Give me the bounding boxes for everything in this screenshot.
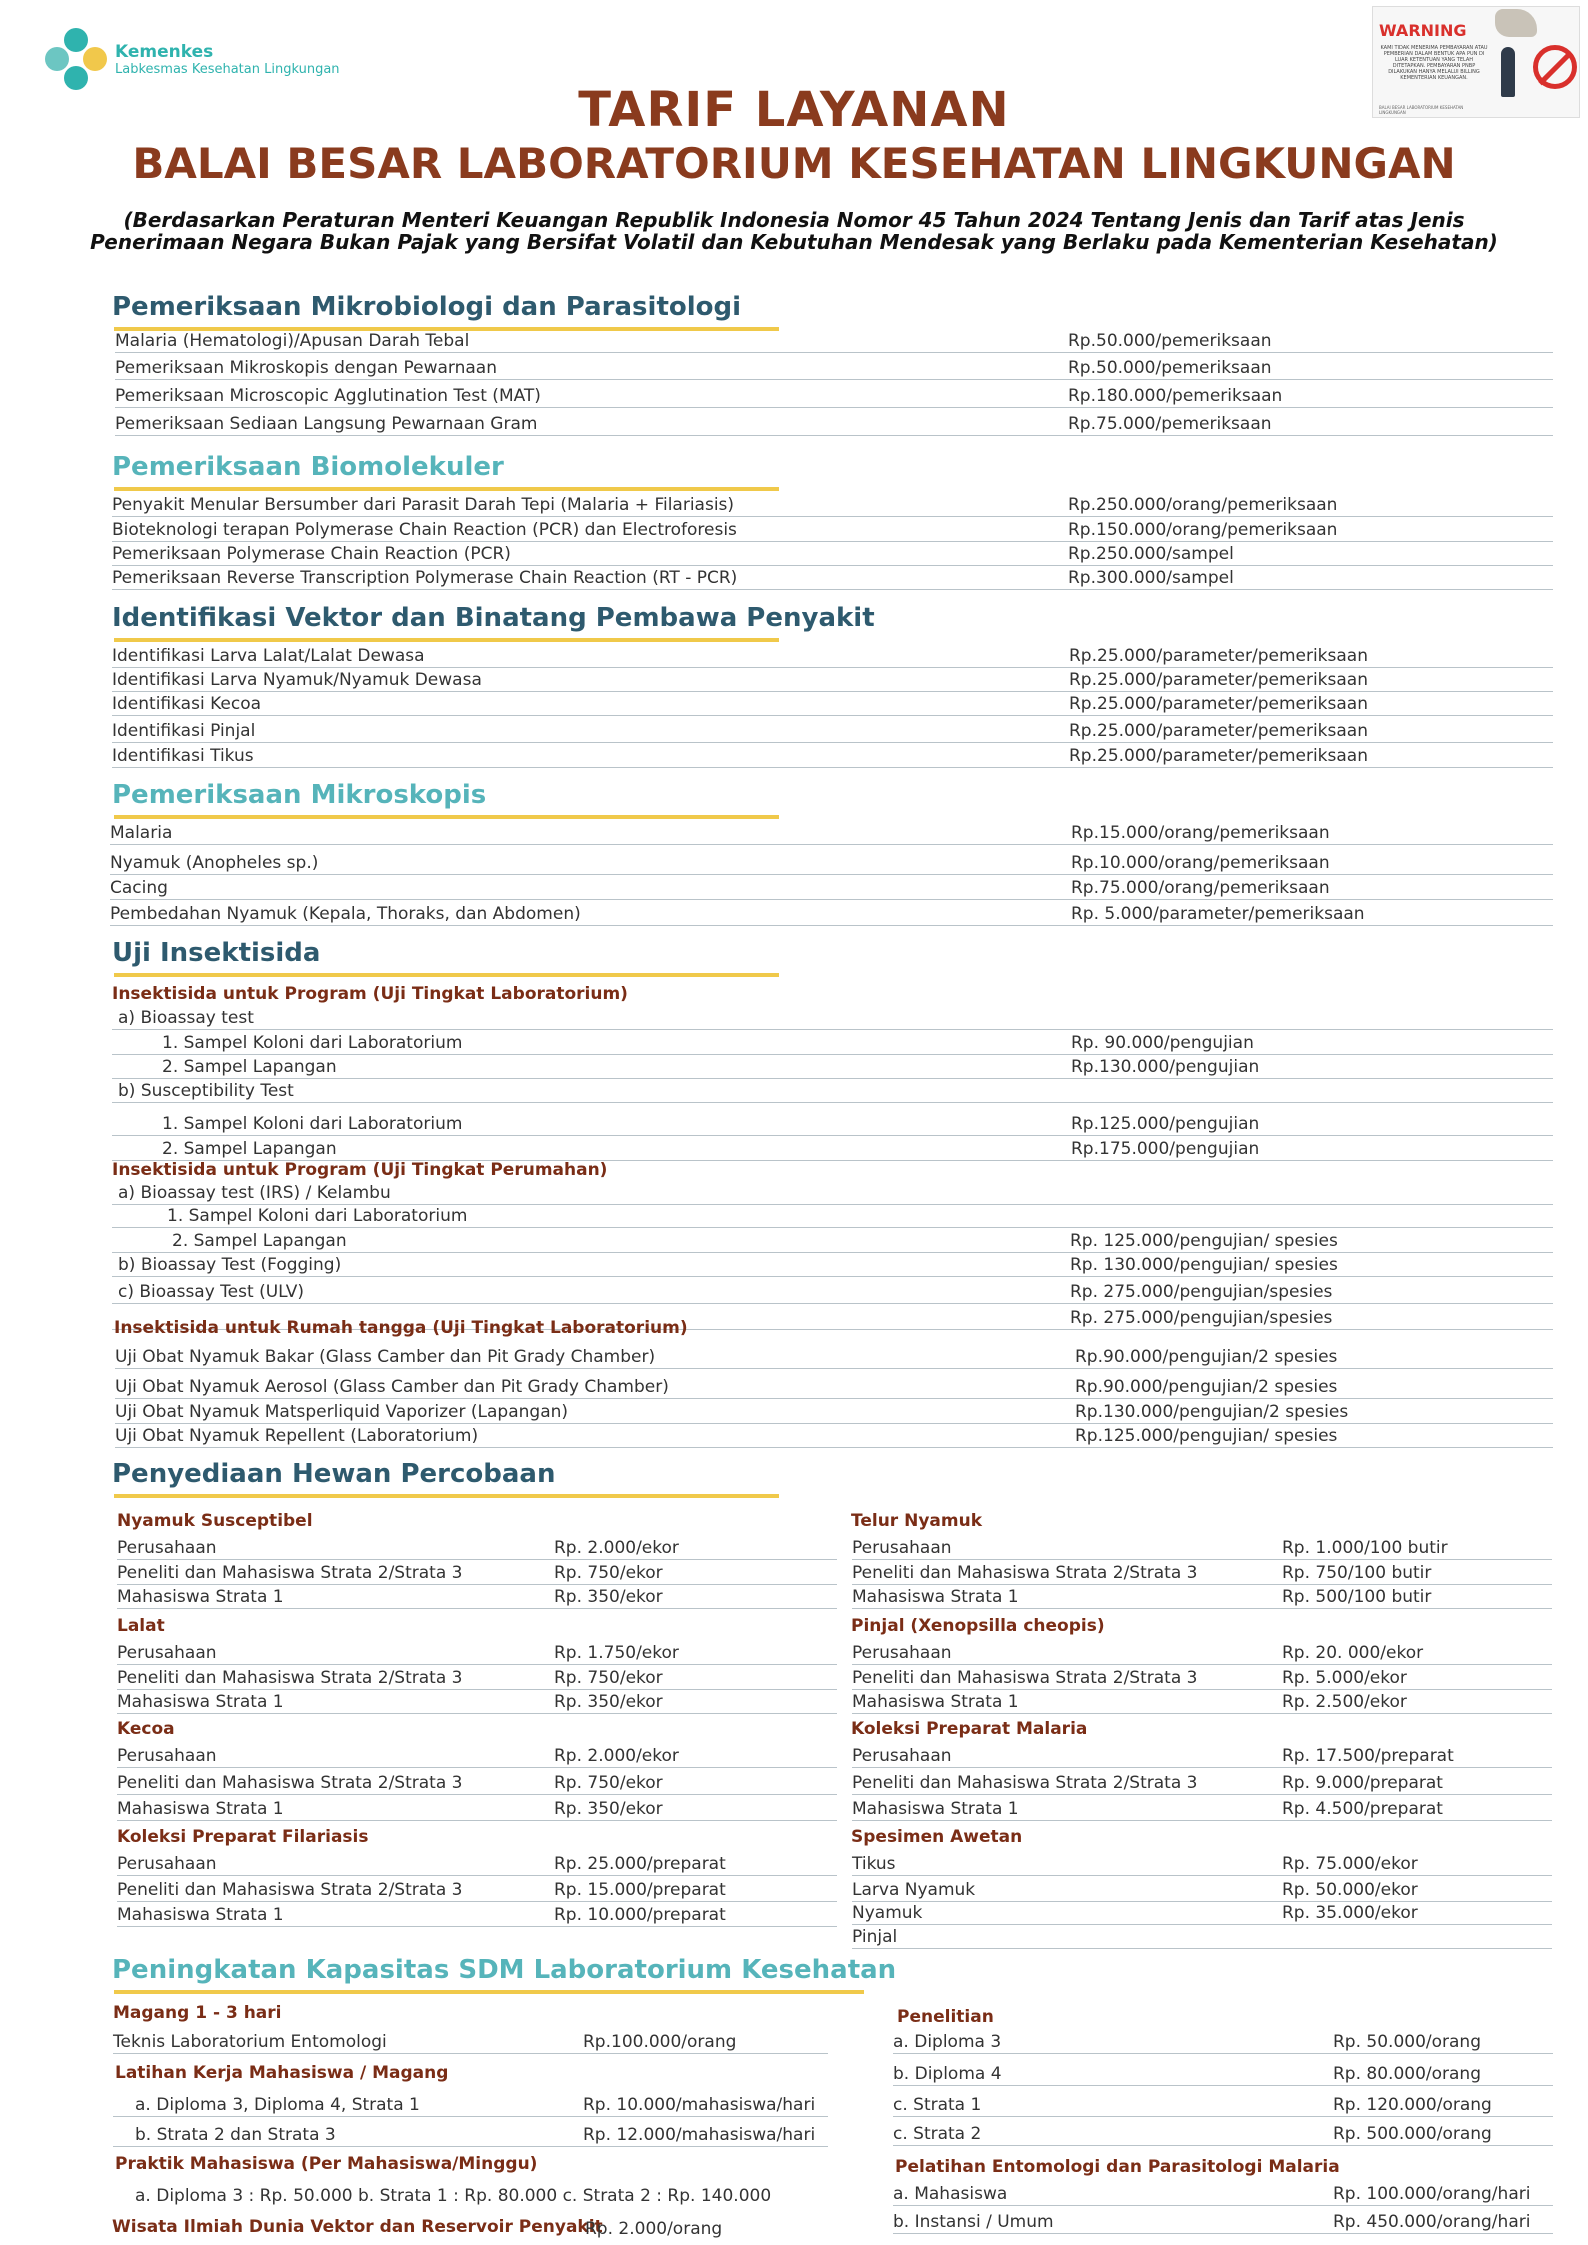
row-price: Rp. 500/100 butir — [1282, 1587, 1432, 1607]
table-row — [852, 1537, 1552, 1560]
table-row — [112, 1080, 1553, 1103]
row-label: Pemeriksaan Microscopic Agglutination Test (MAT) — [115, 386, 541, 406]
row-price: Rp. 12.000/mahasiswa/hari — [583, 2125, 816, 2145]
row-price: Rp. 5.000/parameter/pemeriksaan — [1071, 904, 1365, 924]
row-price: Rp. 80.000/orang — [1333, 2064, 1481, 2084]
row-price: Rp. 350/ekor — [554, 1692, 663, 1712]
row-label: 2. Sampel Lapangan — [162, 1139, 337, 1159]
table-row — [113, 2031, 828, 2054]
subsection-heading: Penelitian — [897, 2007, 994, 2027]
row-label: Uji Obat Nyamuk Bakar (Glass Camber dan Pit Grady Chamber) — [115, 1347, 656, 1367]
page-subtitle: BALAI BESAR LABORATORIUM KESEHATAN LINGKUNGAN — [132, 139, 1456, 188]
row-label: b. Instansi / Umum — [893, 2212, 1054, 2232]
row-label: Perusahaan — [852, 1538, 952, 1558]
table-row — [117, 1586, 837, 1609]
row-price: Rp. 750/ekor — [554, 1668, 663, 1688]
row-price: Rp. 130.000/pengujian/ spesies — [1070, 1255, 1338, 1275]
table-row — [117, 1798, 837, 1821]
table-row — [112, 720, 1553, 743]
logo-name: Kemenkes — [115, 41, 214, 62]
row-price: Rp. 750/100 butir — [1282, 1563, 1432, 1583]
row-price: Rp. 4.500/preparat — [1282, 1799, 1443, 1819]
section-title: Pemeriksaan Mikroskopis — [112, 780, 487, 810]
row-price: Rp.10.000/orang/pemeriksaan — [1071, 853, 1330, 873]
legal-basis-line-2: Penerimaan Negara Bukan Pajak yang Bersifat Volatil dan Kebutuhan Mendesak yang Berlaku pada Kementerian Kesehatan) — [90, 230, 1498, 254]
table-row — [852, 1926, 1552, 1949]
row-price: Rp. 750/ekor — [554, 1563, 663, 1583]
subsection-heading: Praktik Mahasiswa (Per Mahasiswa/Minggu) — [115, 2154, 538, 2174]
group-heading: Pinjal (Xenopsilla cheopis) — [851, 1616, 1105, 1636]
subsection-heading: Latihan Kerja Mahasiswa / Magang — [115, 2063, 449, 2083]
table-row — [852, 1798, 1552, 1821]
row-label: Mahasiswa Strata 1 — [117, 1692, 284, 1712]
row-price: Rp. 275.000/pengujian/spesies — [1070, 1282, 1333, 1302]
row-label: Pemeriksaan Polymerase Chain Reaction (PCR) — [112, 544, 511, 564]
row-price: Rp. 50.000/orang — [1333, 2032, 1481, 2052]
row-price: Rp. 100.000/orang/hari — [1333, 2184, 1531, 2204]
row-price: Rp.15.000/orang/pemeriksaan — [1071, 823, 1330, 843]
row-label: Pemeriksaan Sediaan Langsung Pewarnaan Gram — [115, 414, 538, 434]
row-label: a. Diploma 3, Diploma 4, Strata 1 — [135, 2095, 420, 2115]
section-title: Identifikasi Vektor dan Binatang Pembawa Penyakit — [112, 603, 875, 633]
kemenkes-logo — [45, 28, 340, 90]
table-row — [112, 1281, 1553, 1304]
row-label: Mahasiswa Strata 1 — [117, 1587, 284, 1607]
group-heading: Spesimen Awetan — [851, 1827, 1023, 1847]
row-price: Rp.25.000/parameter/pemeriksaan — [1069, 694, 1368, 714]
table-row — [115, 1376, 1553, 1399]
subsection-heading: Magang 1 - 3 hari — [113, 2003, 282, 2023]
row-label: b) Bioassay Test (Fogging) — [118, 1255, 342, 1275]
table-row — [117, 1537, 837, 1560]
table-row — [112, 494, 1553, 517]
row-price: Rp.90.000/pengujian/2 spesies — [1075, 1377, 1338, 1397]
section-title: Uji Insektisida — [112, 938, 321, 968]
row-label: Peneliti dan Mahasiswa Strata 2/Strata 3 — [117, 1668, 463, 1688]
row-label: Perusahaan — [117, 1854, 217, 1874]
table-row — [112, 745, 1553, 768]
row-price: Rp.125.000/pengujian — [1071, 1114, 1260, 1134]
section-underline — [114, 1990, 864, 1994]
table-row — [112, 1056, 1553, 1079]
row-label: Identifikasi Tikus — [112, 746, 254, 766]
row-price: Rp. 350/ekor — [554, 1587, 663, 1607]
row-price: Rp. 1.000/100 butir — [1282, 1538, 1448, 1558]
table-row — [852, 1902, 1552, 1925]
row-price: Rp.125.000/pengujian/ spesies — [1075, 1426, 1338, 1446]
table-row — [893, 2183, 1553, 2206]
group-heading: Koleksi Preparat Filariasis — [117, 1827, 369, 1847]
legal-basis-line-1: (Berdasarkan Peraturan Menteri Keuangan Republik Indonesia Nomor 45 Tahun 2024 Tentang Jenis dan Tarif atas Jenis — [123, 208, 1465, 232]
table-row — [117, 1772, 837, 1795]
row-price: Rp.250.000/orang/pemeriksaan — [1068, 495, 1338, 515]
row-label: Perusahaan — [117, 1643, 217, 1663]
section-underline — [114, 973, 779, 977]
warning-title: WARNING — [1379, 21, 1467, 40]
row-label: Penyakit Menular Bersumber dari Parasit Darah Tepi (Malaria + Filariasis) — [112, 495, 735, 515]
table-row — [893, 2063, 1553, 2086]
group-heading: Kecoa — [117, 1719, 175, 1739]
subsection-heading: Insektisida untuk Program (Uji Tingkat Laboratorium) — [112, 984, 628, 1004]
row-price: Rp.25.000/parameter/pemeriksaan — [1069, 646, 1368, 666]
table-row — [115, 330, 1553, 353]
row-price: Rp. 120.000/orang — [1333, 2095, 1492, 2115]
group-heading: Koleksi Preparat Malaria — [851, 1719, 1088, 1739]
table-row — [117, 1879, 837, 1902]
row-label: Pembedahan Nyamuk (Kepala, Thoraks, dan Abdomen) — [110, 904, 581, 924]
row-label: Identifikasi Larva Nyamuk/Nyamuk Dewasa — [112, 670, 482, 690]
row-label: Teknis Laboratorium Entomologi — [113, 2032, 387, 2052]
row-label: Malaria (Hematologi)/Apusan Darah Tebal — [115, 331, 470, 351]
table-row — [852, 1586, 1552, 1609]
table-row — [112, 645, 1553, 668]
row-price: Rp. 125.000/pengujian/ spesies — [1070, 1231, 1338, 1251]
row-label: Uji Obat Nyamuk Aerosol (Glass Camber dan Pit Grady Chamber) — [115, 1377, 669, 1397]
table-row — [893, 2123, 1553, 2146]
table-row — [115, 1425, 1553, 1448]
row-price: Rp.150.000/orang/pemeriksaan — [1068, 520, 1338, 540]
table-row — [117, 1642, 837, 1665]
table-row — [852, 1772, 1552, 1795]
row-price: Rp. 750/ekor — [554, 1773, 663, 1793]
row-price: Rp.250.000/sampel — [1068, 544, 1234, 564]
table-row — [115, 1346, 1553, 1369]
row-price: Rp.50.000/pemeriksaan — [1068, 331, 1272, 351]
row-label: Peneliti dan Mahasiswa Strata 2/Strata 3 — [117, 1563, 463, 1583]
table-row — [110, 903, 1553, 926]
table-row — [113, 2094, 828, 2117]
table-row — [852, 1562, 1552, 1585]
row-label: b. Strata 2 dan Strata 3 — [135, 2125, 336, 2145]
table-row — [112, 1182, 1553, 1205]
row-label: Mahasiswa Strata 1 — [852, 1692, 1019, 1712]
row-label: Perusahaan — [852, 1746, 952, 1766]
table-row — [112, 519, 1553, 542]
section-underline — [114, 487, 779, 491]
row-label: 1. Sampel Koloni dari Laboratorium — [162, 1114, 463, 1134]
row-label: b. Diploma 4 — [893, 2064, 1002, 2084]
row-price: Rp.300.000/sampel — [1068, 568, 1234, 588]
row-label: Cacing — [110, 878, 168, 898]
table-row — [112, 1032, 1553, 1055]
table-row — [115, 1401, 1553, 1424]
group-heading: Nyamuk Susceptibel — [117, 1511, 313, 1531]
row-price: Rp.25.000/parameter/pemeriksaan — [1069, 670, 1368, 690]
section-title: Penyediaan Hewan Percobaan — [112, 1459, 556, 1489]
table-row — [112, 1113, 1553, 1136]
row-price: Rp. 75.000/ekor — [1282, 1854, 1418, 1874]
row-price: Rp. 90.000/pengujian — [1071, 1033, 1254, 1053]
row-label: Mahasiswa Strata 1 — [117, 1905, 284, 1925]
table-row — [852, 1853, 1552, 1876]
table-row — [110, 822, 1553, 845]
row-price: Rp. 500.000/orang — [1333, 2124, 1492, 2144]
table-row — [117, 1691, 837, 1714]
row-price: Rp. 2.500/ekor — [1282, 1692, 1407, 1712]
subsection-heading: Insektisida untuk Program (Uji Tingkat Perumahan) — [112, 1160, 608, 1180]
row-label: a. Diploma 3 — [893, 2032, 1002, 2052]
table-row — [112, 543, 1553, 566]
row-label: Perusahaan — [117, 1538, 217, 1558]
row-label: c) Bioassay Test (ULV) — [118, 1282, 305, 1302]
row-price: Rp. 20. 000/ekor — [1282, 1643, 1424, 1663]
table-row — [110, 877, 1553, 900]
row-label: a. Mahasiswa — [893, 2184, 1008, 2204]
row-label: Mahasiswa Strata 1 — [852, 1587, 1019, 1607]
table-row — [112, 1138, 1553, 1161]
table-row — [117, 1745, 837, 1768]
section-underline — [114, 1494, 779, 1498]
table-row — [117, 1853, 837, 1876]
row-price: Rp.100.000/orang — [583, 2032, 737, 2052]
row-price: Rp. 2.000/ekor — [554, 1538, 679, 1558]
row-price: Rp. 2.000/ekor — [554, 1746, 679, 1766]
row-price: Rp. 50.000/ekor — [1282, 1880, 1418, 1900]
row-label: Pemeriksaan Reverse Transcription Polymerase Chain Reaction (RT - PCR) — [112, 568, 738, 588]
row-label: 2. Sampel Lapangan — [172, 1231, 347, 1251]
section-title: Pemeriksaan Biomolekuler — [112, 452, 504, 482]
table-row — [852, 1642, 1552, 1665]
section-underline — [114, 638, 779, 642]
row-price: Rp.180.000/pemeriksaan — [1068, 386, 1283, 406]
warning-footer: BALAI BESAR LABORATORIUM KESEHATAN LINGKUNGAN — [1379, 105, 1464, 115]
section-title: Pemeriksaan Mikrobiologi dan Parasitologi — [112, 292, 742, 322]
row-price: Rp. 10.000/mahasiswa/hari — [583, 2095, 816, 2115]
row-label: Mahasiswa Strata 1 — [852, 1799, 1019, 1819]
row-label: Peneliti dan Mahasiswa Strata 2/Strata 3 — [852, 1563, 1198, 1583]
row-label: Uji Obat Nyamuk Matsperliquid Vaporizer (Lapangan) — [115, 1402, 569, 1422]
row-price: Rp. 5.000/ekor — [1282, 1668, 1407, 1688]
table-row — [893, 2211, 1553, 2234]
row-price: Rp. 450.000/orang/hari — [1333, 2212, 1531, 2232]
row-price: Rp.130.000/pengujian/2 spesies — [1075, 1402, 1349, 1422]
table-row — [112, 1254, 1553, 1277]
row-label: Bioteknologi terapan Polymerase Chain Reaction (PCR) dan Electroforesis — [112, 520, 737, 540]
row-price: Rp.130.000/pengujian — [1071, 1057, 1260, 1077]
table-row — [852, 1667, 1552, 1690]
row-label: Nyamuk — [852, 1903, 923, 1923]
table-row — [110, 852, 1553, 875]
wisata-price: Rp. 2.000/orang — [585, 2219, 723, 2239]
table-row — [852, 1745, 1552, 1768]
table-row — [117, 1904, 837, 1927]
section-underline — [114, 815, 779, 819]
kemenkes-logo-icon — [45, 28, 107, 90]
row-label: Pinjal — [852, 1927, 898, 1947]
table-row — [117, 1667, 837, 1690]
table-row — [115, 413, 1553, 436]
row-price: Rp. 10.000/preparat — [554, 1905, 726, 1925]
row-label: a) Bioassay test (IRS) / Kelambu — [118, 1183, 391, 1203]
table-row — [893, 2031, 1553, 2054]
group-heading: Telur Nyamuk — [851, 1511, 983, 1531]
row-price: Rp.50.000/pemeriksaan — [1068, 358, 1272, 378]
row-price: Rp. 15.000/preparat — [554, 1880, 726, 1900]
row-label: Identifikasi Pinjal — [112, 721, 256, 741]
row-label: Mahasiswa Strata 1 — [117, 1799, 284, 1819]
row-label: Nyamuk (Anopheles sp.) — [110, 853, 319, 873]
table-row — [112, 567, 1553, 590]
table-row — [113, 2124, 828, 2147]
row-price: Rp. 1.750/ekor — [554, 1643, 679, 1663]
row-label: 2. Sampel Lapangan — [162, 1057, 337, 1077]
page-title: TARIF LAYANAN — [578, 82, 1010, 138]
table-row — [112, 1205, 1553, 1228]
subsection-heading: Insektisida untuk Rumah tangga (Uji Tingkat Laboratorium) — [114, 1318, 688, 1338]
row-label: Peneliti dan Mahasiswa Strata 2/Strata 3 — [852, 1773, 1198, 1793]
row-price: Rp.75.000/pemeriksaan — [1068, 414, 1272, 434]
row-price: Rp.25.000/parameter/pemeriksaan — [1069, 746, 1368, 766]
section-title: Peningkatan Kapasitas SDM Laboratorium Kesehatan — [112, 1955, 897, 1985]
table-row — [112, 669, 1553, 692]
row-label: Tikus — [852, 1854, 896, 1874]
table-row — [112, 693, 1553, 716]
row-label: Peneliti dan Mahasiswa Strata 2/Strata 3 — [117, 1773, 463, 1793]
row-price: Rp.25.000/parameter/pemeriksaan — [1069, 721, 1368, 741]
row-label: 1. Sampel Koloni dari Laboratorium — [167, 1206, 468, 1226]
row-label: Perusahaan — [117, 1746, 217, 1766]
row-label: b) Susceptibility Test — [118, 1081, 294, 1101]
warning-text: KAMI TIDAK MENERIMA PEMBAYARAN ATAU PEMBERIAN DALAM BENTUK APA PUN DI LUAR KETENTUAN YANG TELAH DITETAPKAN. PEMBAYARAN PNBP DILAKUKAN HANYA MELALUI BILLING KEMENTERIAN KEUANGAN. — [1380, 45, 1488, 81]
row-label: Pemeriksaan Mikroskopis dengan Pewarnaan — [115, 358, 497, 378]
table-row — [852, 1691, 1552, 1714]
praktik-row: a. Diploma 3 : Rp. 50.000 b. Strata 1 : Rp. 80.000 c. Strata 2 : Rp. 140.000 — [135, 2186, 772, 2206]
row-label: 1. Sampel Koloni dari Laboratorium — [162, 1033, 463, 1053]
subsection-heading: Pelatihan Entomologi dan Parasitologi Malaria — [895, 2157, 1340, 2177]
row-label: Larva Nyamuk — [852, 1880, 976, 1900]
row-label: Malaria — [110, 823, 173, 843]
row-label: c. Strata 1 — [893, 2095, 982, 2115]
row-label: Identifikasi Larva Lalat/Lalat Dewasa — [112, 646, 425, 666]
row-price: Rp. 17.500/preparat — [1282, 1746, 1454, 1766]
table-row — [112, 1230, 1553, 1253]
row-label: Identifikasi Kecoa — [112, 694, 262, 714]
row-price: Rp.175.000/pengujian — [1071, 1139, 1260, 1159]
table-row — [893, 2094, 1553, 2117]
row-price: Rp.75.000/orang/pemeriksaan — [1071, 878, 1330, 898]
row-label: Perusahaan — [852, 1643, 952, 1663]
row-price: Rp.90.000/pengujian/2 spesies — [1075, 1347, 1338, 1367]
group-heading: Lalat — [117, 1616, 165, 1636]
table-row — [112, 1007, 1553, 1030]
row-price: Rp. 350/ekor — [554, 1799, 663, 1819]
table-row — [115, 357, 1553, 380]
logo-unit: Labkesmas Kesehatan Lingkungan — [115, 61, 340, 77]
row-price: Rp. 275.000/pengujian/spesies — [1070, 1308, 1333, 1328]
row-label: Peneliti dan Mahasiswa Strata 2/Strata 3 — [852, 1668, 1198, 1688]
table-row — [852, 1879, 1552, 1902]
subsection-heading: Wisata Ilmiah Dunia Vektor dan Reservoir Penyakit — [112, 2217, 603, 2237]
row-label: Peneliti dan Mahasiswa Strata 2/Strata 3 — [117, 1880, 463, 1900]
row-price: Rp. 35.000/ekor — [1282, 1903, 1418, 1923]
row-price: Rp. 25.000/preparat — [554, 1854, 726, 1874]
hand-icon — [1495, 9, 1537, 37]
row-label: c. Strata 2 — [893, 2124, 982, 2144]
row-price: Rp. 9.000/preparat — [1282, 1773, 1443, 1793]
row-label: Uji Obat Nyamuk Repellent (Laboratorium) — [115, 1426, 479, 1446]
table-row — [117, 1562, 837, 1585]
table-row — [115, 385, 1553, 408]
row-label: a) Bioassay test — [118, 1008, 254, 1028]
